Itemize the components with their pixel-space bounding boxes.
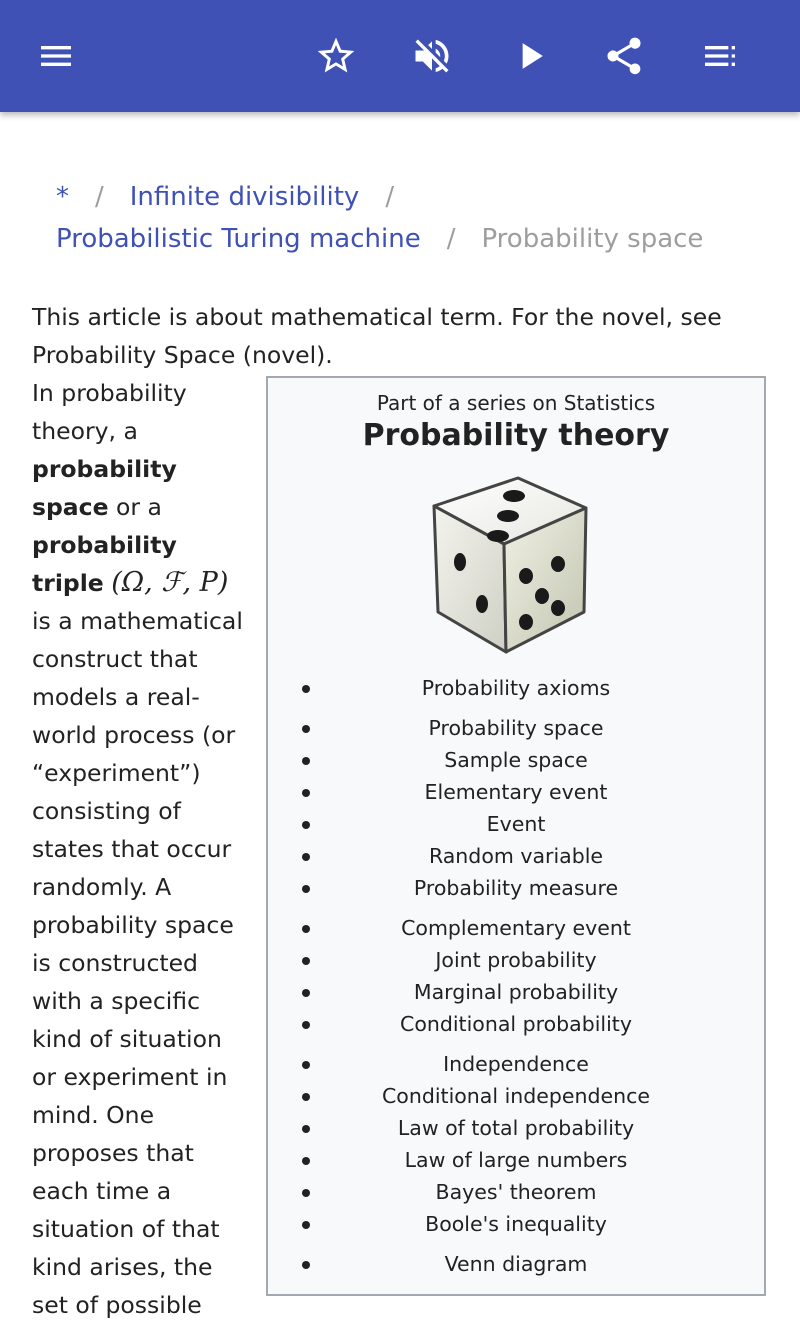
list-item[interactable]: Conditional probability bbox=[268, 1008, 764, 1040]
dice-icon bbox=[426, 472, 606, 662]
breadcrumb-separator: / bbox=[95, 182, 104, 212]
list-item[interactable]: Probability axioms bbox=[268, 672, 764, 704]
list-item[interactable]: Marginal probability bbox=[268, 976, 764, 1008]
app-toolbar bbox=[0, 0, 800, 112]
lead-paragraph bbox=[32, 374, 244, 1324]
list-item[interactable]: Random variable bbox=[268, 840, 764, 872]
list-item[interactable]: Event bbox=[268, 808, 764, 840]
list-item[interactable]: Boole's inequality bbox=[268, 1208, 764, 1240]
list-item[interactable]: Law of total probability bbox=[268, 1112, 764, 1144]
breadcrumb-current-page: Probability space bbox=[481, 224, 704, 254]
bullet-icon bbox=[302, 885, 310, 893]
bullet-icon bbox=[302, 989, 310, 997]
bullet-icon bbox=[302, 757, 310, 765]
bullet-icon bbox=[302, 1221, 310, 1229]
list-spacer bbox=[268, 1040, 764, 1048]
breadcrumb-separator: / bbox=[385, 182, 395, 212]
bullet-icon bbox=[302, 789, 310, 797]
list-item[interactable]: Elementary event bbox=[268, 776, 764, 808]
math-formula: (Ω, ℱ, P) bbox=[111, 567, 229, 598]
list-item[interactable]: Probability measure bbox=[268, 872, 764, 904]
bullet-icon bbox=[302, 925, 310, 933]
bullet-icon bbox=[302, 1061, 310, 1069]
bullet-icon bbox=[302, 1125, 310, 1133]
list-item[interactable]: Law of large numbers bbox=[268, 1144, 764, 1176]
list-spacer bbox=[268, 1240, 764, 1248]
lead-text: In probability theory, a bbox=[32, 379, 187, 445]
bullet-icon bbox=[302, 957, 310, 965]
list-spacer bbox=[268, 904, 764, 912]
share-icon[interactable] bbox=[596, 28, 652, 84]
bullet-icon bbox=[302, 821, 310, 829]
star-outline-icon[interactable] bbox=[308, 28, 364, 84]
bullet-icon bbox=[302, 853, 310, 861]
bullet-icon bbox=[302, 1093, 310, 1101]
breadcrumb-root-link[interactable]: * bbox=[56, 182, 69, 212]
breadcrumb-link-infinite-divisibility[interactable]: Infinite divisibility bbox=[129, 182, 360, 212]
breadcrumb bbox=[56, 176, 776, 260]
infobox-series-label: Part of a series on Statistics bbox=[376, 391, 656, 415]
lead-text: or a bbox=[108, 493, 162, 521]
bullet-icon bbox=[302, 685, 310, 693]
bullet-icon bbox=[302, 1157, 310, 1165]
menu-icon[interactable] bbox=[28, 28, 84, 84]
hatnote: This article is about mathematical term. For the novel, see Probability Space (novel). bbox=[32, 303, 722, 369]
list-item[interactable]: Probability space bbox=[268, 712, 764, 744]
lead-text: is a mathematical construct that models a real-world process (or “experiment”) consisting of states that occur randomly. A probability space is constructed with a specific kind of situation or experiment in mind. One proposes that each time a situation of that kind arises, the set of possible bbox=[32, 607, 243, 1319]
list-spacer bbox=[268, 704, 764, 712]
bullet-icon bbox=[302, 725, 310, 733]
list-item[interactable]: Conditional independence bbox=[268, 1080, 764, 1112]
series-infobox bbox=[266, 376, 766, 1296]
bullet-icon bbox=[302, 1021, 310, 1029]
list-item[interactable]: Independence bbox=[268, 1048, 764, 1080]
list-item[interactable]: Complementary event bbox=[268, 912, 764, 944]
infobox-title: Probability theory bbox=[362, 418, 670, 453]
bullet-icon bbox=[302, 1189, 310, 1197]
list-item[interactable]: Sample space bbox=[268, 744, 764, 776]
play-icon[interactable] bbox=[502, 28, 558, 84]
list-item[interactable]: Joint probability bbox=[268, 944, 764, 976]
breadcrumb-link-probabilistic-turing-machine[interactable]: Probabilistic Turing machine bbox=[56, 224, 421, 254]
bullet-icon bbox=[302, 1261, 310, 1269]
list-item[interactable]: Bayes' theorem bbox=[268, 1176, 764, 1208]
list-item[interactable]: Venn diagram bbox=[268, 1248, 764, 1280]
volume-off-icon[interactable] bbox=[404, 28, 460, 84]
bold-term-probability-triple: probability triple bbox=[32, 531, 177, 597]
breadcrumb-separator: / bbox=[446, 224, 456, 254]
bold-term-probability-space: probability space bbox=[32, 455, 177, 521]
playlist-icon[interactable] bbox=[692, 28, 748, 84]
infobox-list bbox=[268, 672, 764, 1280]
